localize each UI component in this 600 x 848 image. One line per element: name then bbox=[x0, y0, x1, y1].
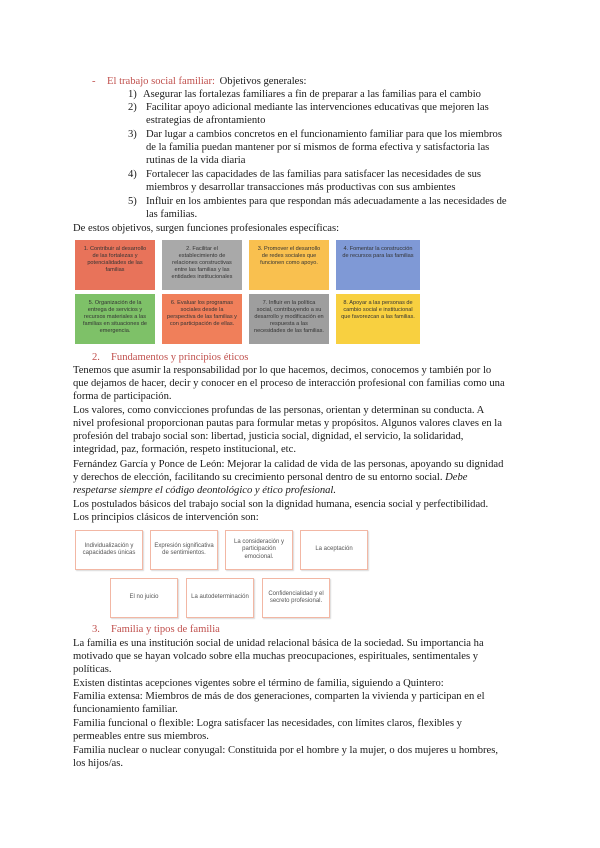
paragraph-line: profesión del trabajo social son: libertad, justicia social, dignidad, el servicio, la solidaridad, bbox=[73, 431, 464, 442]
principle-box: La consideración y participación emocional. bbox=[225, 530, 293, 570]
list-item-line: estrategias de afrontamiento bbox=[146, 115, 266, 126]
function-box: 2. Facilitar el establecimiento de relaciones constructivas entre las familias y las entidades institucionales bbox=[162, 240, 242, 290]
function-box: 4. Fomentar la construcción de recursos para las familias bbox=[336, 240, 420, 290]
principle-box: El no juicio bbox=[110, 578, 178, 618]
italic-text: Debe bbox=[445, 472, 468, 483]
list-item-number: 4) bbox=[128, 169, 137, 180]
list-item-number: 3) bbox=[128, 129, 137, 140]
paragraph-line: políticas. bbox=[73, 664, 112, 675]
function-box: 8. Apoyar a las personas de cambio social e institucional que favorezcan a las familias. bbox=[336, 294, 420, 344]
section3-heading: Familia y tipos de familia bbox=[111, 624, 220, 635]
function-box: 1. Contribuir al desarrollo de las fortalezas y potencialidades de las familias bbox=[75, 240, 155, 290]
principle-box: La autodeterminación bbox=[186, 578, 254, 618]
section1-after-text: De estos objetivos, surgen funciones profesionales específicas: bbox=[73, 223, 340, 234]
paragraph-line: La familia es una institución social de unidad relacional básica de la sociedad. Su importancia ha bbox=[73, 638, 484, 649]
paragraph-line: funcionamiento familiar. bbox=[73, 704, 178, 715]
section2-number: 2. bbox=[92, 352, 100, 363]
function-box: 7. Influir en la política social, contribuyendo a su desarrollo y modificación en respuesta a las necesidades de las familias. bbox=[249, 294, 329, 344]
paragraph-line: Familia nuclear o nuclear conyugal: Constituida por el hombre y la mujer, o dos mujeres u hombres, bbox=[73, 745, 498, 756]
principle-box: Individualización y capacidades únicas bbox=[75, 530, 143, 570]
function-box: 5. Organización de la entrega de servicios y recursos materiales a las familias en situaciones de emergencia. bbox=[75, 294, 155, 344]
paragraph-line: motivado que se hayan volcado sobre ella muchas preocupaciones, espirituales, sentimentales y bbox=[73, 651, 479, 662]
list-item-line: Influir en los ambientes para que respondan más adecuadamente a las necesidades de bbox=[146, 196, 507, 207]
principle-box: Confidencialidad y el secreto profesional. bbox=[262, 578, 330, 618]
italic-text-line: respetarse siempre el código deontológico y ético profesional. bbox=[73, 485, 337, 496]
principle-box: La aceptación bbox=[300, 530, 368, 570]
list-item-line: de la familia puedan mantener por sí mismos de forma efectiva y satisfactoria las bbox=[146, 142, 490, 153]
section1-heading-line bbox=[107, 75, 306, 88]
paragraph-line: nivel profesional proporcionan pautas para formular metas y propósitos. Algunos valores claves en la bbox=[73, 418, 502, 429]
function-box: 6. Evaluar los programas sociales desde la perspectiva de las familias y con participación de ellas. bbox=[162, 294, 242, 344]
list-item-number: 2) bbox=[128, 102, 137, 113]
paragraph-line: Los principios clásicos de intervención son: bbox=[73, 512, 259, 523]
section1-subheading: Objetivos generales: bbox=[219, 76, 307, 87]
paragraph-line: los hijos/as. bbox=[73, 758, 124, 769]
principle-box: Expresión significativa de sentimientos. bbox=[150, 530, 218, 570]
list-item-line: Asegurar las fortalezas familiares a fin de preparar a las familias para el cambio bbox=[143, 89, 481, 100]
paragraph-line: Los valores, como convicciones profundas de las personas, orientan y determinan su conducta. A bbox=[73, 405, 485, 416]
paragraph-line: permeables entre sus miembros. bbox=[73, 731, 209, 742]
paragraph-line: integridad, paz, formación, respeto institucional, etc. bbox=[73, 444, 296, 455]
list-item-line: miembros y desarrollar transacciones más productivas con sus ambientes bbox=[146, 182, 456, 193]
list-item-line: rutinas de la vida diaria bbox=[146, 155, 246, 166]
list-item-line: Dar lugar a cambios concretos en el funcionamiento familiar para que los miembros bbox=[146, 129, 502, 140]
paragraph-line: Tenemos que asumir la responsabilidad por lo que hacemos, decimos, conocemos y también por lo bbox=[73, 365, 492, 376]
paragraph-line-with-italic bbox=[73, 471, 467, 484]
list-item-number: 5) bbox=[128, 196, 137, 207]
paragraph-line: Familia extensa: Miembros de más de dos generaciones, comparten la vivienda y participan en el bbox=[73, 691, 485, 702]
paragraph-line: forma de participación. bbox=[73, 391, 172, 402]
section1-heading: El trabajo social familiar: bbox=[107, 76, 215, 87]
paragraph-line: Fernández García y Ponce de León: Mejorar la calidad de vida de las personas, apoyando su dignidad bbox=[73, 459, 504, 470]
paragraph-line: que dejamos de hacer, decir y conocer en el proceso de interacción profesional con familias como una bbox=[73, 378, 505, 389]
paragraph-line: Existen distintas acepciones vigentes sobre el término de familia, siguiendo a Quintero: bbox=[73, 678, 444, 689]
paragraph-line: Familia funcional o flexible: Logra satisfacer las necesidades, con límites claros, flexibles y bbox=[73, 718, 462, 729]
paragraph-line: Los postulados básicos del trabajo social son la dignidad humana, esencia social y perfectibilidad. bbox=[73, 499, 489, 510]
list-item-line: Facilitar apoyo adicional mediante las intervenciones educativas que mejoren las bbox=[146, 102, 489, 113]
list-item-line: las familias. bbox=[146, 209, 198, 220]
list-item-number: 1) bbox=[128, 89, 137, 100]
section1-bullet: - bbox=[92, 76, 96, 87]
paragraph-text: y derechos de elección, facilitando su crecimiento personal dentro de su entorno social. bbox=[73, 472, 443, 483]
section3-number: 3. bbox=[92, 624, 100, 635]
function-box: 3. Promover el desarrollo de redes sociales que funcionen como apoyo. bbox=[249, 240, 329, 290]
list-item-line: Fortalecer las capacidades de las familias para satisfacer las necesidades de sus bbox=[146, 169, 482, 180]
section2-heading: Fundamentos y principios éticos bbox=[111, 352, 249, 363]
